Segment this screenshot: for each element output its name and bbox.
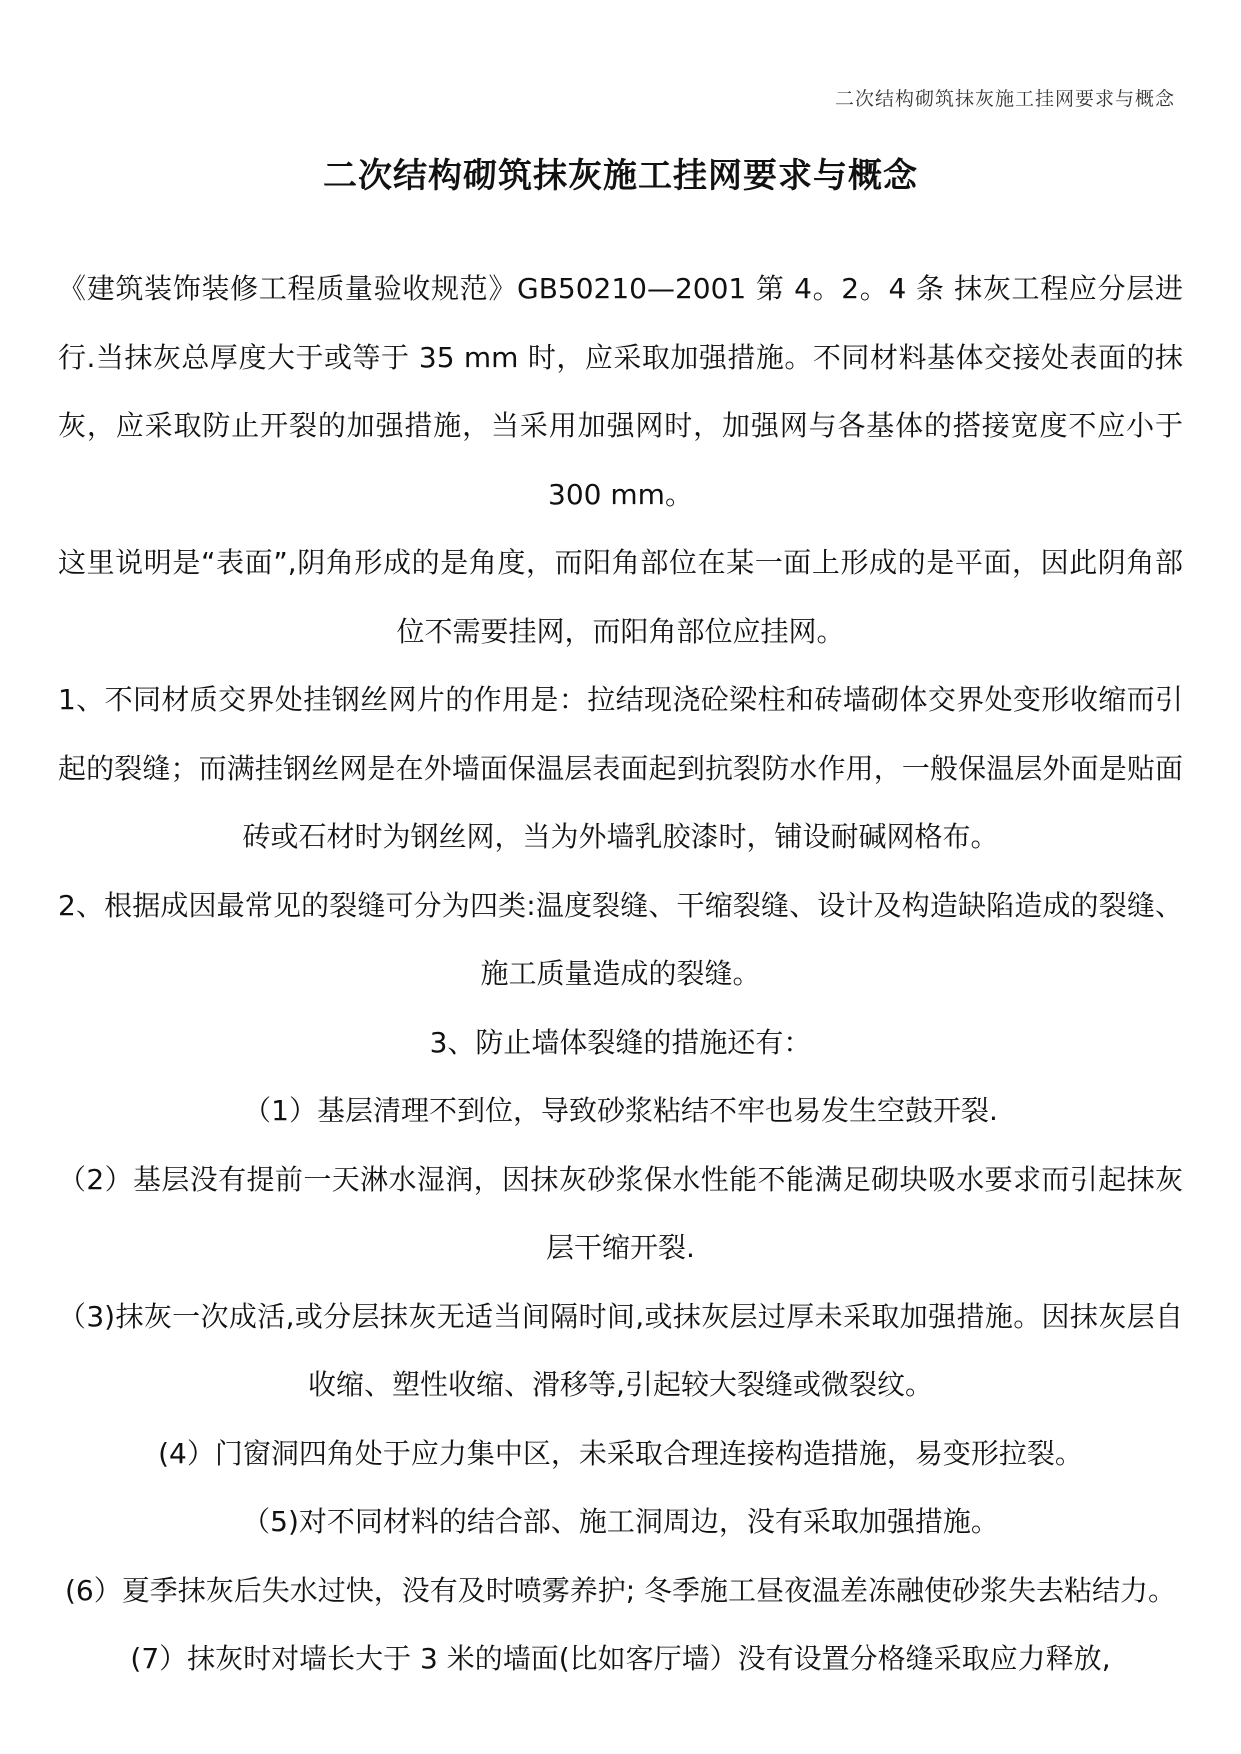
paragraph-item-1: 1、不同材质交界处挂钢丝网片的作用是：拉结现浇砼梁柱和砖墙砌体交界处变形收缩而引起的裂缝；而满挂钢丝网是在外墙面保温层表面起到抗裂防水作用，一般保温层外面是贴面砖或石材时为钢丝网，当为外墙乳胶漆时，铺设耐碱网格布。 xyxy=(58,683,1183,853)
paragraph-item-3: 3、防止墙体裂缝的措施还有： xyxy=(429,1025,812,1059)
document-title: 二次结构砌筑抹灰施工挂网要求与概念 xyxy=(323,156,918,196)
paragraph-measure-5: （5)对不同材料的结合部、施工洞周边，没有采取加强措施。 xyxy=(242,1505,999,1538)
paragraph-measure-2: （2）基层没有提前一天淋水湿润，因抹灰砂浆保水性能不能满足砌块吸水要求而引起抹灰层干缩开裂. xyxy=(58,1162,1183,1264)
paragraph-measure-7: (7）抹灰时对墙长大于 3 米的墙面(比如客厅墙）没有设置分格缝采取应力释放, xyxy=(130,1642,1111,1675)
paragraph-measure-6: (6）夏季抹灰后失水过快，没有及时喷雾养护; 冬季施工昼夜温差冻融使砂浆失去粘结力。 xyxy=(64,1573,1177,1607)
paragraph-measure-3: （3)抹灰一次成活,或分层抹灰无适当间隔时间,或抹灰层过厚未采取加强措施。因抹灰层自收缩、塑性收缩、滑移等,引起较大裂缝或微裂纹。 xyxy=(58,1299,1183,1401)
paragraph-measure-4: (4）门窗洞四角处于应力集中区，未采取合理连接构造措施，易变形拉裂。 xyxy=(158,1436,1083,1470)
running-header: 二次结构砌筑抹灰施工挂网要求与概念 xyxy=(834,88,1175,110)
paragraph-regulation: 《建筑装饰装修工程质量验收规范》GB50210—2001 第 4。2。4 条 抹灰工程应分层进行.当抹灰总厚度大于或等于 35 mm 时，应采取加强措施。不同材料基体交接处表面的抹灰，应采取防止开裂的加强措施，当采用加强网时，加强网与各基体的搭接宽度不应小于 300 mm。 xyxy=(58,272,1183,511)
document-body xyxy=(58,255,1183,1694)
paragraph-item-2: 2、根据成因最常见的裂缝可分为四类:温度裂缝、干缩裂缝、设计及构造缺陷造成的裂缝、施工质量造成的裂缝。 xyxy=(58,888,1183,990)
paragraph-measure-1: （1）基层清理不到位，导致砂浆粘结不牢也易发生空鼓开裂. xyxy=(243,1094,998,1127)
paragraph-explanation: 这里说明是“表面”,阴角形成的是角度，而阳角部位在某一面上形成的是平面，因此阴角部位不需要挂网，而阳角部位应挂网。 xyxy=(58,546,1183,648)
